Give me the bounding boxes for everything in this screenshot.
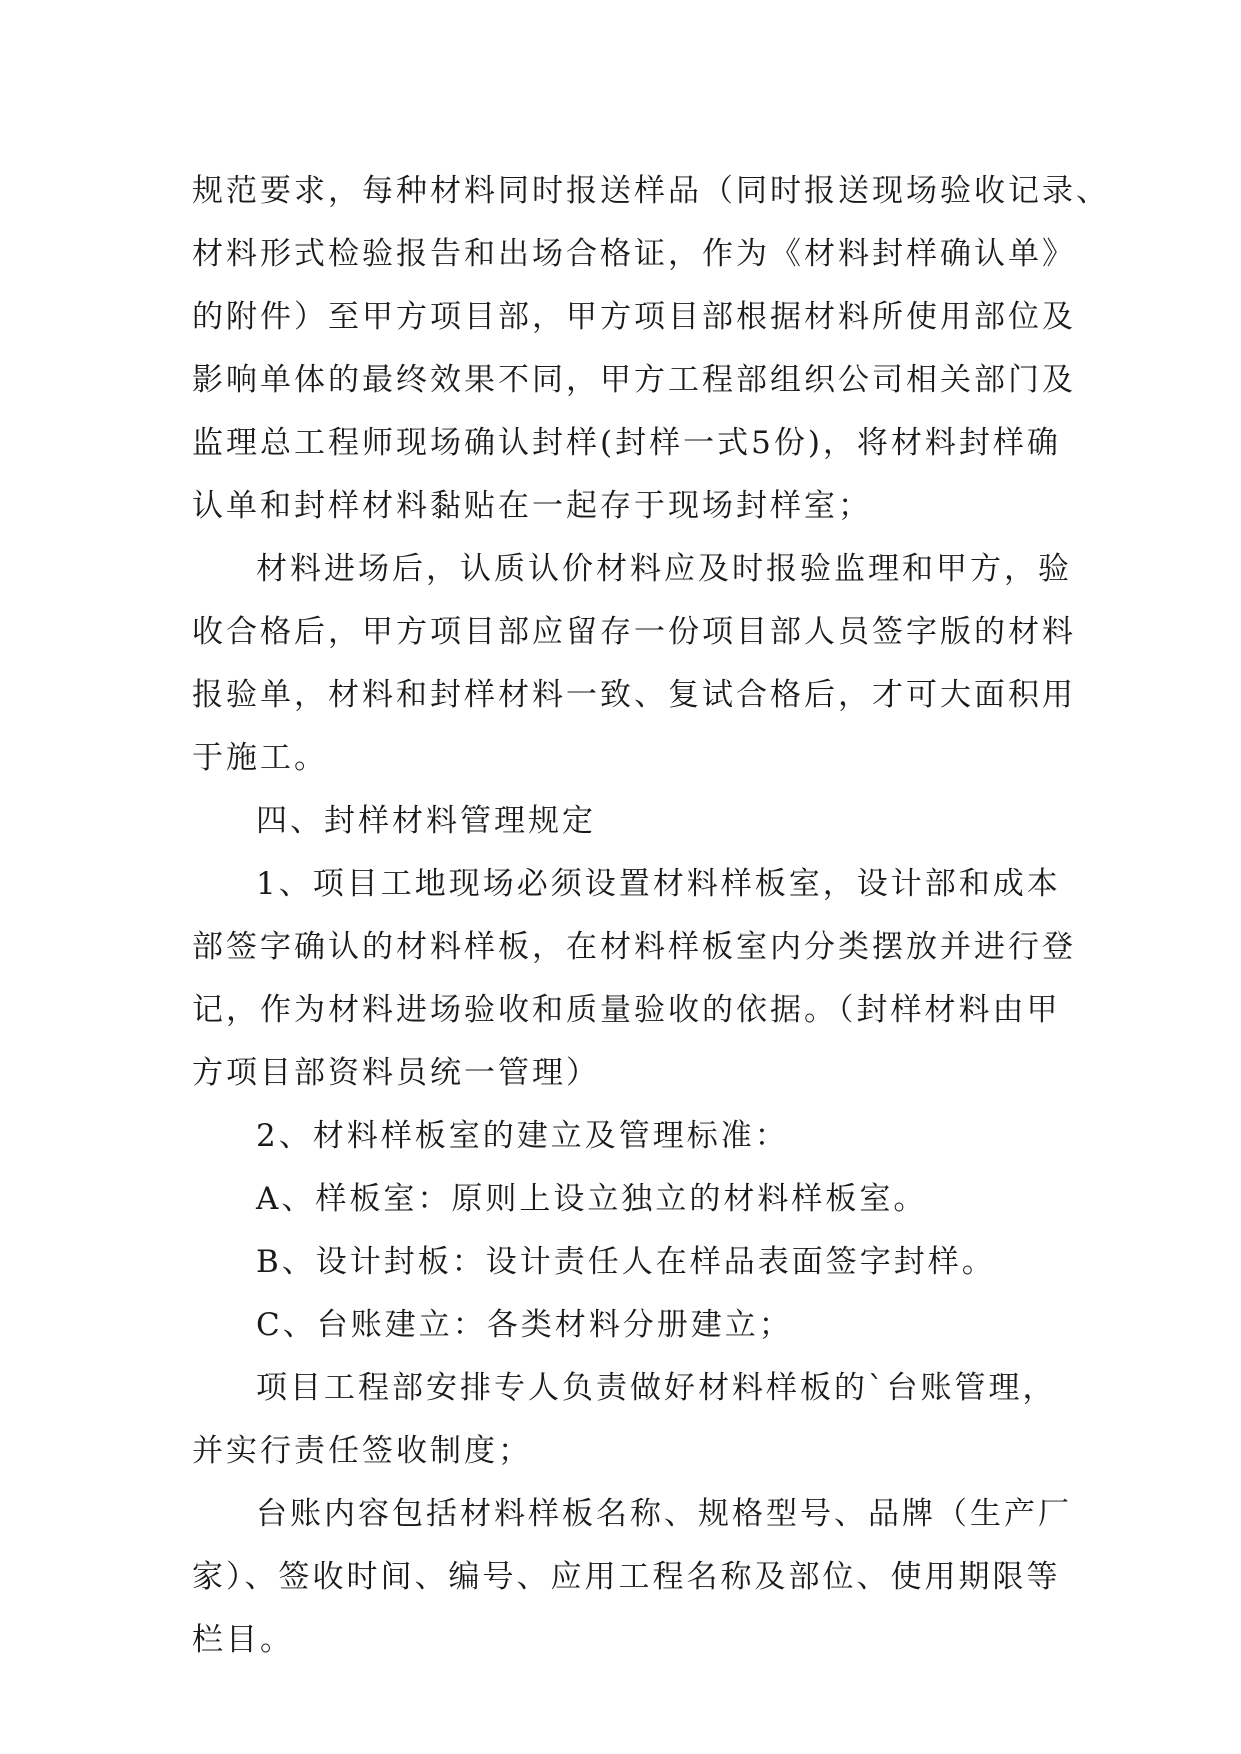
text-line: 影响单体的最终效果不同，甲方工程部组织公司相关部门及 — [192, 362, 1076, 398]
paragraph-start-line: 台账内容包括材料样板名称、规格型号、品牌（生产厂 — [256, 1496, 1072, 1532]
text-line: 收合格后，甲方项目部应留存一份项目部人员签字版的材料 — [192, 614, 1076, 650]
paragraph-start-line: 项目工程部安排专人负责做好材料样板的`台账管理， — [256, 1370, 1057, 1406]
text-line: 认单和封样材料黏贴在一起存于现场封样室； — [192, 488, 872, 524]
text-line: 家）、签收时间、编号、应用工程名称及部位、使用期限等 — [192, 1559, 1061, 1595]
text-line: 监理总工程师现场确认封样(封样一式5份)，将材料封样确 — [192, 425, 1061, 461]
body-text — [192, 160, 1110, 1672]
list-item: B、设计封板：设计责任人在样品表面签字封样。 — [256, 1244, 996, 1280]
paragraph-start-line: 材料进场后，认质认价材料应及时报验监理和甲方，验 — [256, 551, 1072, 587]
list-item: A、样板室：原则上设立独立的材料样板室。 — [256, 1181, 928, 1217]
text-line: 并实行责任签收制度； — [192, 1433, 532, 1469]
text-line: 报验单，材料和封样材料一致、复试合格后，才可大面积用 — [192, 677, 1076, 713]
text-line: 栏目。 — [192, 1622, 294, 1658]
list-item: C、台账建立：各类材料分册建立； — [256, 1307, 793, 1343]
text-line: 材料形式检验报告和出场合格证，作为《材料封样确认单》 — [192, 236, 1076, 272]
text-line: 记，作为材料进场验收和质量验收的依据。（封样材料由甲 — [192, 992, 1061, 1028]
section-heading: 四、封样材料管理规定 — [256, 803, 596, 839]
text-line: 方项目部资料员统一管理） — [192, 1055, 600, 1091]
text-line: 规范要求，每种材料同时报送样品（同时报送现场验收记录、 — [192, 173, 1110, 209]
text-line: 于施工。 — [192, 740, 328, 776]
text-line: 的附件）至甲方项目部，甲方项目部根据材料所使用部位及 — [192, 299, 1076, 335]
paragraph-start-line: 1、项目工地现场必须设置材料样板室，设计部和成本 — [256, 866, 1061, 902]
text-line: 部签字确认的材料样板，在材料样板室内分类摆放并进行登 — [192, 929, 1076, 965]
paragraph-start-line: 2、材料样板室的建立及管理标准： — [256, 1118, 789, 1154]
